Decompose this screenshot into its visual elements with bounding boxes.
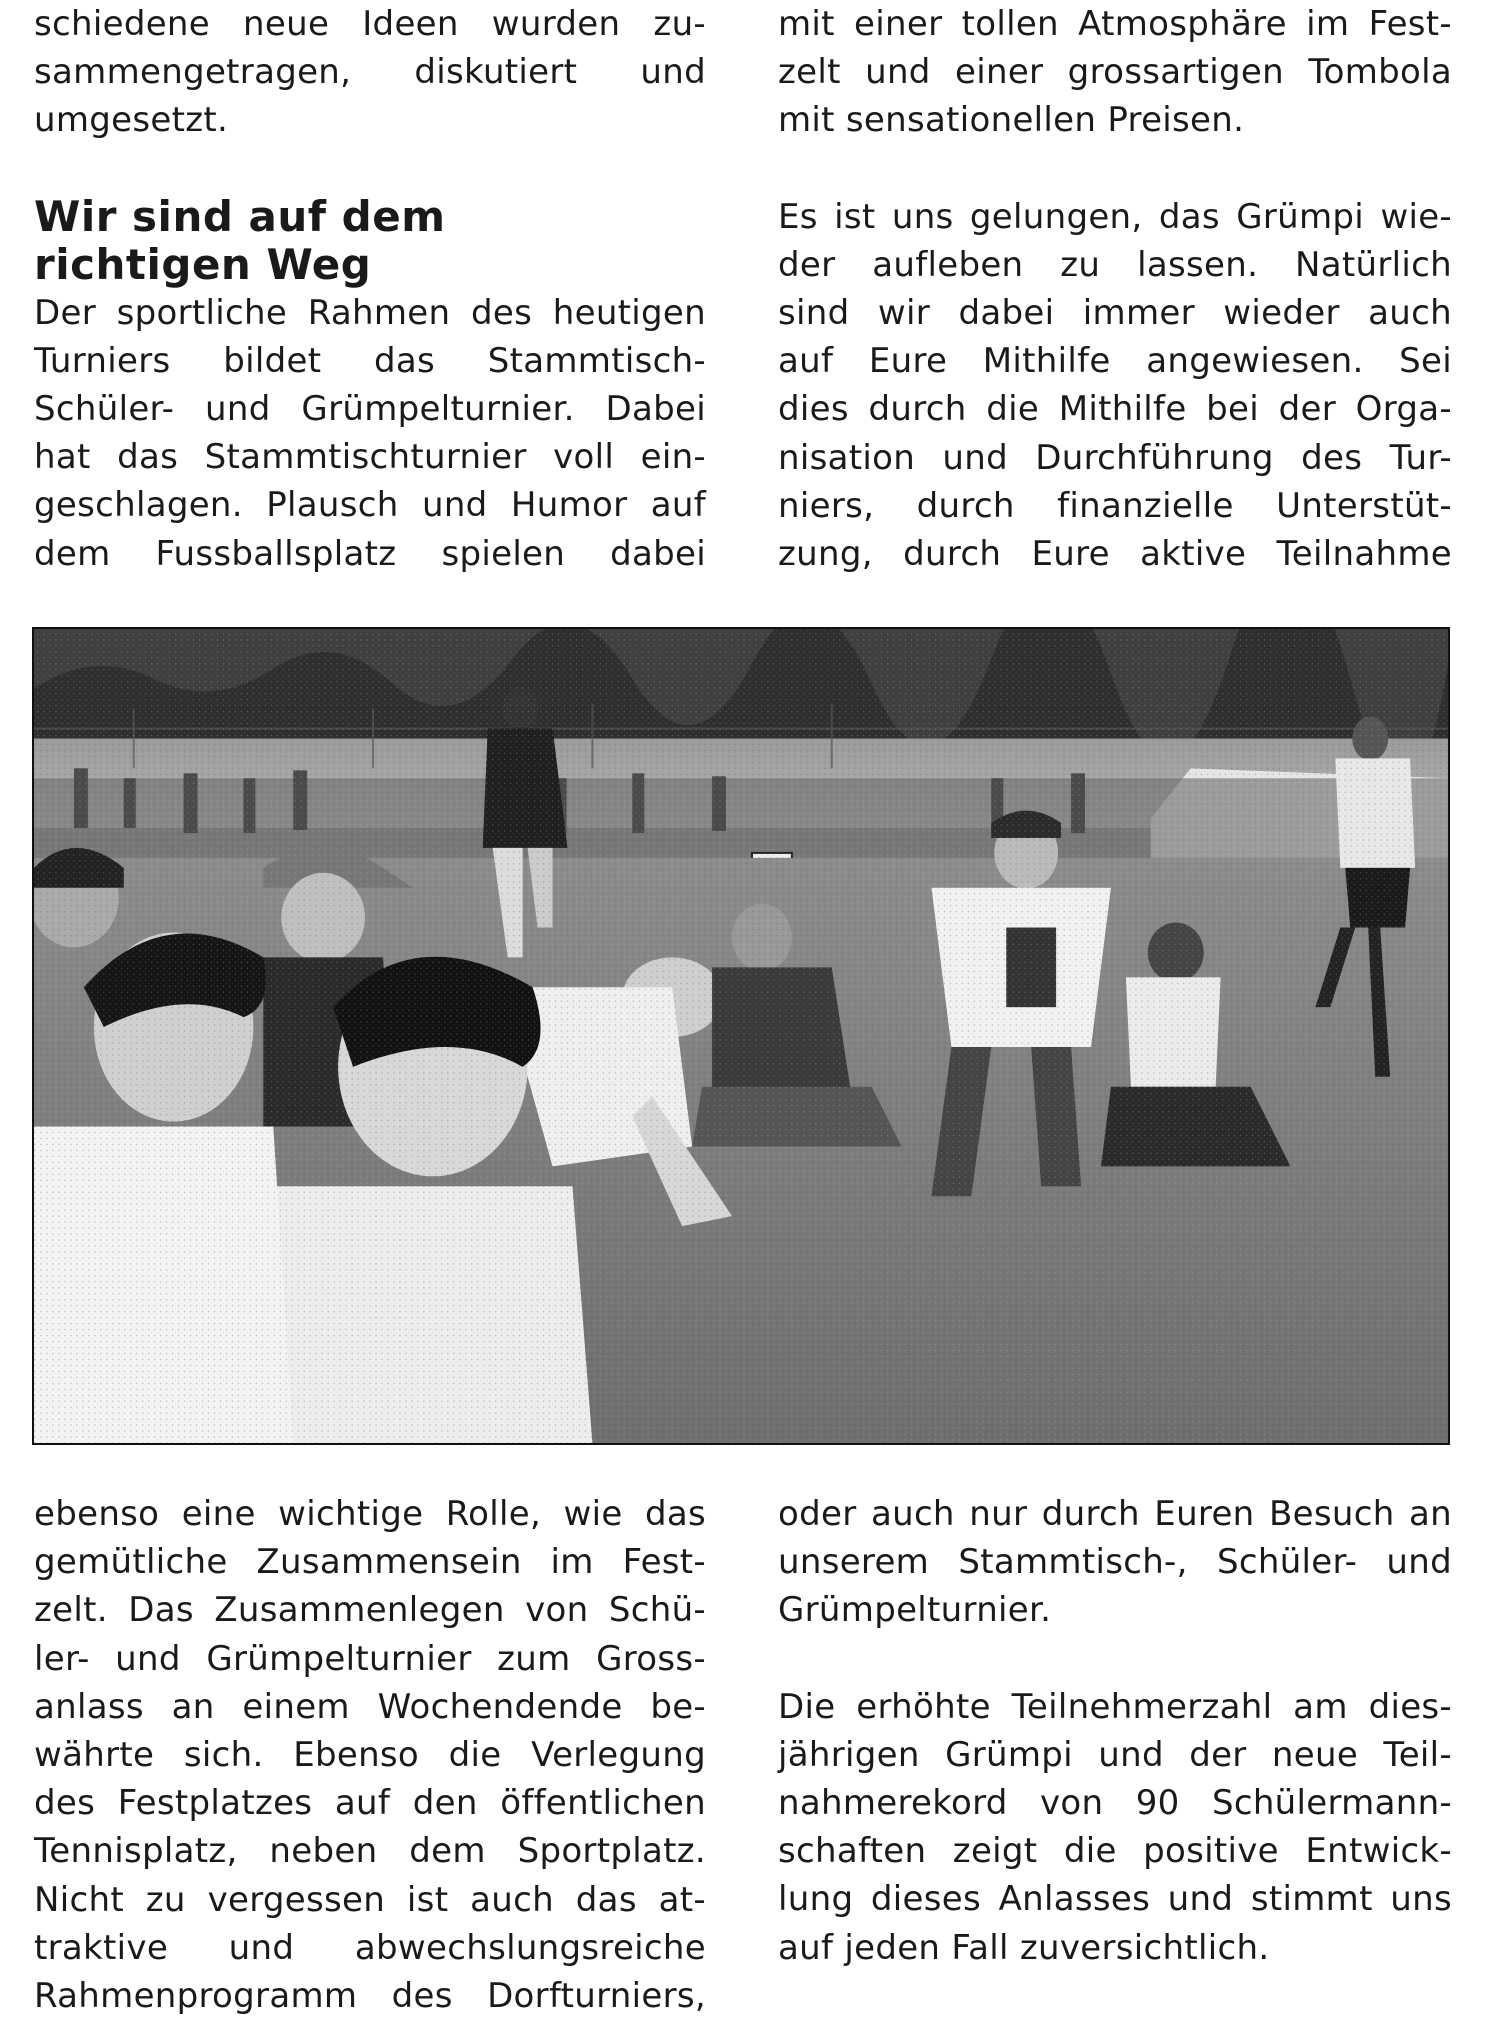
tournament-photo (32, 627, 1450, 1445)
text-line: geschlagen. Plausch und Humor auf (34, 485, 706, 526)
text-line: zung, durch Eure aktive Teilnahme (778, 534, 1452, 575)
text-line: währte sich. Ebenso die Verlegung (34, 1735, 706, 1776)
text-line: unserem Stammtisch-, Schüler- und (778, 1542, 1452, 1583)
column-bottom-left (34, 1490, 706, 2020)
section-heading (34, 193, 706, 289)
column-top-right (778, 0, 1452, 578)
text-line: traktive und abwechslungsreiche (34, 1927, 706, 1968)
text-line: jährigen Grümpi und der neue Teil- (778, 1734, 1452, 1775)
text-line: niers, durch finanzielle Unterstüt- (778, 485, 1452, 526)
text-line: nisation und Durchführung des Tur- (778, 437, 1452, 478)
text-line: mit sensationellen Preisen. (778, 100, 1245, 141)
text-line: nahmerekord von 90 Schülermann- (778, 1783, 1452, 1824)
text-line: auf jeden Fall zuversichtlich. (778, 1927, 1270, 1968)
text-line: sind wir dabei immer wieder auch (778, 293, 1452, 334)
text-line: Tennisplatz, neben dem Sportplatz. (34, 1831, 706, 1872)
photo-illustration (34, 629, 1448, 1443)
text-line: hat das Stammtischturnier voll ein- (34, 437, 706, 478)
column-bottom-right (778, 1490, 1452, 1972)
heading-line: richtigen Weg (34, 239, 372, 289)
text-line: mit einer tollen Atmosphäre im Fest- (778, 4, 1452, 44)
column-top-left (34, 0, 706, 578)
text-line: ler- und Grümpelturnier zum Gross- (34, 1638, 706, 1679)
text-line: oder auch nur durch Euren Besuch an (778, 1494, 1452, 1534)
text-line: anlass an einem Wochendende be- (34, 1686, 706, 1727)
text-line: Schüler- und Grümpelturnier. Dabei (34, 389, 706, 430)
text-line: der aufleben zu lassen. Natürlich (778, 244, 1452, 285)
text-line: schiedene neue Ideen wurden zu- (34, 4, 706, 44)
film-grain (34, 629, 1448, 1443)
text-line: zelt und einer grossartigen Tombola (778, 52, 1452, 93)
paragraph-atmosphere (778, 0, 1452, 145)
paragraph-body (34, 289, 706, 578)
text-line: dem Fussballsplatz spielen dabei (34, 533, 706, 574)
text-line: gemütliche Zusammensein im Fest- (34, 1542, 706, 1583)
text-line: Rahmenprogramm des Dorfturniers, (34, 1976, 706, 2017)
text-line: Nicht zu vergessen ist auch das at- (34, 1879, 706, 1920)
text-line: dies durch die Mithilfe bei der Orga- (778, 389, 1452, 430)
paragraph-gelungen (778, 193, 1452, 579)
text-line: ebenso eine wichtige Rolle, wie das (34, 1494, 706, 1534)
text-line: Der sportliche Rahmen des heutigen (34, 292, 706, 333)
text-line: zelt. Das Zusammenlegen von Schü- (34, 1590, 706, 1631)
paragraph-continuation (34, 1490, 706, 2020)
text-line: auf Eure Mithilfe angewiesen. Sei (778, 341, 1452, 382)
text-line: lung dieses Anlasses und stimmt uns (778, 1879, 1452, 1920)
text-line: Turniers bildet das Stammtisch- (34, 340, 706, 381)
text-line: umgesetzt. (34, 100, 229, 141)
text-line: Grümpelturnier. (778, 1590, 1052, 1631)
text-line: Es ist uns gelungen, das Grümpi wie- (778, 196, 1452, 237)
text-line: Die erhöhte Teilnehmerzahl am dies- (778, 1686, 1452, 1727)
paragraph-besuch (778, 1490, 1452, 1635)
text-line: des Festplatzes auf den öffentlichen (34, 1783, 706, 1824)
heading-line: Wir sind auf dem (34, 191, 446, 241)
text-line: sammengetragen, diskutiert und (34, 52, 706, 93)
paragraph-intro (34, 0, 706, 145)
text-line: schaften zeigt die positive Entwick- (778, 1831, 1452, 1872)
paragraph-teilnehmer (778, 1683, 1452, 1972)
